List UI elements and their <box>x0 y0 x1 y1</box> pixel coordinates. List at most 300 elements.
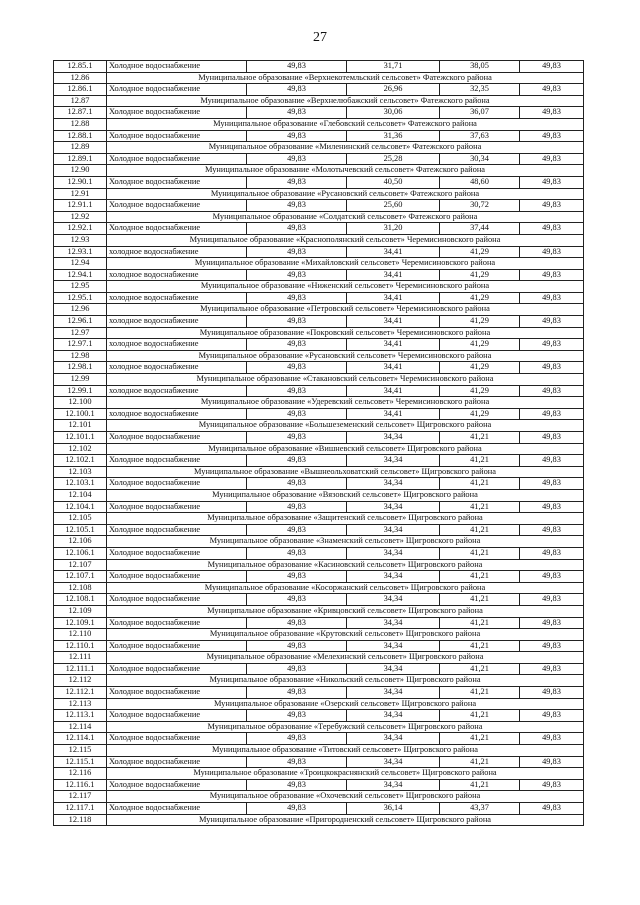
municipality-header-row <box>54 443 584 455</box>
service-name: Холодное водоснабжение <box>107 710 247 722</box>
service-name: Холодное водоснабжение <box>107 779 247 791</box>
tariff-value-2: 31,36 <box>347 130 440 142</box>
row-number: 12.114.1 <box>54 733 107 745</box>
table-row <box>54 524 584 536</box>
tariff-value-3: 37,44 <box>440 223 520 235</box>
service-name: Холодное водоснабжение <box>107 223 247 235</box>
row-number: 12.112 <box>54 675 107 687</box>
tariff-value-3: 41,21 <box>440 432 520 444</box>
tariff-value-4: 49,83 <box>520 408 584 420</box>
municipality-header-row <box>54 721 584 733</box>
row-number: 12.98 <box>54 350 107 362</box>
tariff-value-4: 49,83 <box>520 594 584 606</box>
service-name: Холодное водоснабжение <box>107 200 247 212</box>
tariff-value-3: 41,21 <box>440 756 520 768</box>
municipality-header-row <box>54 304 584 316</box>
row-number: 12.90 <box>54 165 107 177</box>
row-number: 12.110.1 <box>54 640 107 652</box>
row-number: 12.89.1 <box>54 153 107 165</box>
tariff-value-3: 41,29 <box>440 316 520 328</box>
row-number: 12.114 <box>54 721 107 733</box>
tariff-value-1: 49,83 <box>247 362 347 374</box>
row-number: 12.107.1 <box>54 571 107 583</box>
tariff-value-1: 49,83 <box>247 223 347 235</box>
tariff-value-2: 31,20 <box>347 223 440 235</box>
tariff-value-1: 49,83 <box>247 687 347 699</box>
municipality-header-row <box>54 536 584 548</box>
municipality-header-row <box>54 72 584 84</box>
tariff-value-1: 49,83 <box>247 547 347 559</box>
row-number: 12.111 <box>54 652 107 664</box>
tariff-value-1: 49,83 <box>247 269 347 281</box>
tariff-value-4: 49,83 <box>520 756 584 768</box>
municipality-name: Муниципальное образование «Знаменский сельсовет» Щигровского района <box>107 536 584 548</box>
table-row <box>54 269 584 281</box>
municipality-name: Муниципальное образование «Вишневский сельсовет» Щигровского района <box>107 443 584 455</box>
row-number: 12.109 <box>54 605 107 617</box>
row-number: 12.97 <box>54 327 107 339</box>
tariff-value-4: 49,83 <box>520 84 584 96</box>
row-number: 12.101.1 <box>54 432 107 444</box>
tariff-value-3: 41,21 <box>440 733 520 745</box>
row-number: 12.105.1 <box>54 524 107 536</box>
tariff-value-3: 41,21 <box>440 594 520 606</box>
row-number: 12.86 <box>54 72 107 84</box>
tariff-value-2: 34,34 <box>347 455 440 467</box>
municipality-header-row <box>54 698 584 710</box>
row-number: 12.94 <box>54 258 107 270</box>
tariff-value-1: 49,83 <box>247 640 347 652</box>
municipality-name: Муниципальное образование «Петровский сельсовет» Черемисиновского района <box>107 304 584 316</box>
municipality-name: Муниципальное образование «Миленинский сельсовет» Фатежского района <box>107 142 584 154</box>
tariff-value-4: 49,83 <box>520 571 584 583</box>
tariff-value-1: 49,83 <box>247 107 347 119</box>
row-number: 12.88 <box>54 118 107 130</box>
row-number: 12.87 <box>54 95 107 107</box>
municipality-name: Муниципальное образование «Вязовский сельсовет» Щигровского района <box>107 489 584 501</box>
table-row <box>54 153 584 165</box>
table-row <box>54 246 584 258</box>
municipality-name: Муниципальное образование «Вышнеольховатский сельсовет» Щигровского района <box>107 466 584 478</box>
tariff-value-1: 49,83 <box>247 779 347 791</box>
row-number: 12.92.1 <box>54 223 107 235</box>
tariff-value-2: 34,34 <box>347 640 440 652</box>
service-name: Холодное водоснабжение <box>107 803 247 815</box>
row-number: 12.108 <box>54 582 107 594</box>
tariff-value-4: 49,83 <box>520 547 584 559</box>
row-number: 12.92 <box>54 211 107 223</box>
tariff-value-2: 34,34 <box>347 779 440 791</box>
municipality-header-row <box>54 281 584 293</box>
tariff-value-1: 49,83 <box>247 710 347 722</box>
row-number: 12.108.1 <box>54 594 107 606</box>
municipality-header-row <box>54 234 584 246</box>
row-number: 12.91 <box>54 188 107 200</box>
tariff-value-3: 41,21 <box>440 663 520 675</box>
row-number: 12.95 <box>54 281 107 293</box>
table-row <box>54 408 584 420</box>
service-name: холодное водоснабжение <box>107 339 247 351</box>
tariff-value-2: 25,60 <box>347 200 440 212</box>
tariff-value-3: 41,21 <box>440 571 520 583</box>
table-row <box>54 316 584 328</box>
tariff-value-1: 49,83 <box>247 246 347 258</box>
row-number: 12.85.1 <box>54 61 107 73</box>
tariff-value-3: 41,29 <box>440 292 520 304</box>
tariff-value-3: 41,21 <box>440 524 520 536</box>
tariff-value-3: 41,21 <box>440 640 520 652</box>
row-number: 12.115.1 <box>54 756 107 768</box>
municipality-name: Муниципальное образование «Удеревский сельсовет» Черемисиновского района <box>107 397 584 409</box>
table-row <box>54 130 584 142</box>
service-name: Холодное водоснабжение <box>107 663 247 675</box>
table-row <box>54 640 584 652</box>
municipality-name: Муниципальное образование «Пригородненский сельсовет» Щигровского района <box>107 814 584 826</box>
municipality-header-row <box>54 675 584 687</box>
municipality-name: Муниципальное образование «Титовский сельсовет» Щигровского района <box>107 745 584 757</box>
tariff-value-4: 49,83 <box>520 455 584 467</box>
service-name: Холодное водоснабжение <box>107 547 247 559</box>
tariff-value-2: 36,14 <box>347 803 440 815</box>
municipality-header-row <box>54 791 584 803</box>
tariff-value-4: 49,83 <box>520 107 584 119</box>
municipality-name: Муниципальное образование «Крутовский сельсовет» Щигровского района <box>107 629 584 641</box>
service-name: Холодное водоснабжение <box>107 617 247 629</box>
tariff-value-3: 41,29 <box>440 385 520 397</box>
row-number: 12.104 <box>54 489 107 501</box>
municipality-header-row <box>54 768 584 780</box>
table-row <box>54 594 584 606</box>
tariff-value-2: 26,96 <box>347 84 440 96</box>
municipality-name: Муниципальное образование «Троицкокраснянский сельсовет» Щигровского района <box>107 768 584 780</box>
service-name: Холодное водоснабжение <box>107 594 247 606</box>
table-row <box>54 292 584 304</box>
row-number: 12.112.1 <box>54 687 107 699</box>
row-number: 12.96.1 <box>54 316 107 328</box>
row-number: 12.90.1 <box>54 176 107 188</box>
municipality-name: Муниципальное образование «Никольский сельсовет» Щигровского района <box>107 675 584 687</box>
municipality-name: Муниципальное образование «Стакановский сельсовет» Черемисиновского района <box>107 374 584 386</box>
row-number: 12.101 <box>54 420 107 432</box>
municipality-name: Муниципальное образование «Озерский сельсовет» Щигровского района <box>107 698 584 710</box>
tariff-value-1: 49,83 <box>247 478 347 490</box>
tariff-value-4: 49,83 <box>520 292 584 304</box>
tariff-value-3: 41,29 <box>440 246 520 258</box>
service-name: Холодное водоснабжение <box>107 107 247 119</box>
page-number: 27 <box>313 30 327 45</box>
service-name: Холодное водоснабжение <box>107 640 247 652</box>
tariff-value-2: 34,34 <box>347 501 440 513</box>
tariff-value-2: 34,41 <box>347 292 440 304</box>
table-row <box>54 779 584 791</box>
tariff-value-3: 41,21 <box>440 710 520 722</box>
tariff-value-2: 34,34 <box>347 733 440 745</box>
tariff-value-3: 41,29 <box>440 269 520 281</box>
tariff-value-4: 49,83 <box>520 733 584 745</box>
row-number: 12.94.1 <box>54 269 107 281</box>
service-name: Холодное водоснабжение <box>107 84 247 96</box>
municipality-name: Муниципальное образование «Ниженский сельсовет» Черемисиновского района <box>107 281 584 293</box>
municipality-header-row <box>54 489 584 501</box>
table-row <box>54 663 584 675</box>
table-row <box>54 200 584 212</box>
municipality-name: Муниципальное образование «Косоржанский сельсовет» Щигровского района <box>107 582 584 594</box>
service-name: Холодное водоснабжение <box>107 176 247 188</box>
municipality-name: Муниципальное образование «Теребужский сельсовет» Щигровского района <box>107 721 584 733</box>
tariff-value-1: 49,83 <box>247 756 347 768</box>
tariff-value-1: 49,83 <box>247 200 347 212</box>
row-number: 12.117 <box>54 791 107 803</box>
service-name: Холодное водоснабжение <box>107 756 247 768</box>
tariff-value-3: 41,21 <box>440 779 520 791</box>
tariff-value-3: 41,21 <box>440 455 520 467</box>
municipality-header-row <box>54 95 584 107</box>
tariff-value-2: 34,41 <box>347 246 440 258</box>
table-row <box>54 176 584 188</box>
tariff-value-3: 41,21 <box>440 478 520 490</box>
municipality-header-row <box>54 397 584 409</box>
municipality-header-row <box>54 374 584 386</box>
tariff-value-3: 30,72 <box>440 200 520 212</box>
row-number: 12.99.1 <box>54 385 107 397</box>
municipality-name: Муниципальное образование «Верхнелюбажский сельсовет» Фатежского района <box>107 95 584 107</box>
row-number: 12.106.1 <box>54 547 107 559</box>
tariff-value-2: 34,34 <box>347 571 440 583</box>
row-number: 12.95.1 <box>54 292 107 304</box>
municipality-header-row <box>54 211 584 223</box>
municipality-name: Муниципальное образование «Солдатский сельсовет» Фатежского района <box>107 211 584 223</box>
row-number: 12.104.1 <box>54 501 107 513</box>
municipality-header-row <box>54 814 584 826</box>
row-number: 12.103 <box>54 466 107 478</box>
table-row <box>54 432 584 444</box>
municipality-header-row <box>54 258 584 270</box>
tariff-value-3: 48,60 <box>440 176 520 188</box>
service-name: Холодное водоснабжение <box>107 61 247 73</box>
service-name: Холодное водоснабжение <box>107 687 247 699</box>
municipality-header-row <box>54 629 584 641</box>
table-row <box>54 455 584 467</box>
tariff-value-2: 25,28 <box>347 153 440 165</box>
tariff-value-3: 41,29 <box>440 408 520 420</box>
tariff-value-3: 41,29 <box>440 339 520 351</box>
tariff-value-1: 49,83 <box>247 617 347 629</box>
service-name: Холодное водоснабжение <box>107 455 247 467</box>
tariff-value-2: 34,34 <box>347 524 440 536</box>
row-number: 12.100.1 <box>54 408 107 420</box>
tariff-value-2: 34,34 <box>347 478 440 490</box>
tariff-value-4: 49,83 <box>520 501 584 513</box>
row-number: 12.116.1 <box>54 779 107 791</box>
tariff-value-2: 34,41 <box>347 385 440 397</box>
table-row <box>54 61 584 73</box>
tariff-value-2: 34,34 <box>347 594 440 606</box>
tariff-value-4: 49,83 <box>520 524 584 536</box>
tariff-value-1: 49,83 <box>247 176 347 188</box>
row-number: 12.110 <box>54 629 107 641</box>
row-number: 12.102.1 <box>54 455 107 467</box>
tariff-value-3: 37,63 <box>440 130 520 142</box>
tariff-value-4: 49,83 <box>520 339 584 351</box>
row-number: 12.106 <box>54 536 107 548</box>
tariff-value-3: 41,21 <box>440 501 520 513</box>
municipality-header-row <box>54 350 584 362</box>
row-number: 12.100 <box>54 397 107 409</box>
tariff-value-4: 49,83 <box>520 432 584 444</box>
tariff-value-1: 49,83 <box>247 292 347 304</box>
municipality-name: Муниципальное образование «Верхнекотемльский сельсовет» Фатежского района <box>107 72 584 84</box>
tariff-value-3: 36,07 <box>440 107 520 119</box>
row-number: 12.102 <box>54 443 107 455</box>
municipality-name: Муниципальное образование «Касиновский сельсовет» Щигровского района <box>107 559 584 571</box>
municipality-header-row <box>54 466 584 478</box>
row-number: 12.113 <box>54 698 107 710</box>
table-row <box>54 756 584 768</box>
municipality-header-row <box>54 513 584 525</box>
tariff-value-2: 34,41 <box>347 269 440 281</box>
service-name: Холодное водоснабжение <box>107 153 247 165</box>
tariff-value-2: 34,34 <box>347 710 440 722</box>
table-row <box>54 803 584 815</box>
tariff-value-2: 31,71 <box>347 61 440 73</box>
tariff-value-2: 40,50 <box>347 176 440 188</box>
tariff-value-3: 41,21 <box>440 547 520 559</box>
row-number: 12.97.1 <box>54 339 107 351</box>
tariff-table <box>53 60 584 826</box>
tariff-value-1: 49,83 <box>247 733 347 745</box>
tariff-value-3: 41,29 <box>440 362 520 374</box>
table-row <box>54 223 584 235</box>
service-name: холодное водоснабжение <box>107 292 247 304</box>
municipality-header-row <box>54 327 584 339</box>
municipality-header-row <box>54 420 584 432</box>
service-name: холодное водоснабжение <box>107 408 247 420</box>
service-name: Холодное водоснабжение <box>107 733 247 745</box>
service-name: Холодное водоснабжение <box>107 130 247 142</box>
service-name: Холодное водоснабжение <box>107 432 247 444</box>
tariff-value-3: 38,05 <box>440 61 520 73</box>
row-number: 12.117.1 <box>54 803 107 815</box>
tariff-value-4: 49,83 <box>520 200 584 212</box>
table-row <box>54 733 584 745</box>
tariff-value-4: 49,83 <box>520 316 584 328</box>
tariff-value-1: 49,83 <box>247 316 347 328</box>
tariff-value-2: 34,41 <box>347 408 440 420</box>
municipality-name: Муниципальное образование «Кривцовский сельсовет» Щигровского района <box>107 605 584 617</box>
municipality-name: Муниципальное образование «Покровский сельсовет» Черемисиновского района <box>107 327 584 339</box>
municipality-name: Муниципальное образование «Охочевский сельсовет» Щигровского района <box>107 791 584 803</box>
service-name: Холодное водоснабжение <box>107 524 247 536</box>
table-row <box>54 710 584 722</box>
row-number: 12.107 <box>54 559 107 571</box>
tariff-value-4: 49,83 <box>520 385 584 397</box>
table-row <box>54 107 584 119</box>
tariff-value-4: 49,83 <box>520 153 584 165</box>
row-number: 12.98.1 <box>54 362 107 374</box>
service-name: холодное водоснабжение <box>107 246 247 258</box>
table-row <box>54 84 584 96</box>
municipality-name: Муниципальное образование «Краснополянский сельсовет» Черемисиновского района <box>107 234 584 246</box>
tariff-value-3: 30,34 <box>440 153 520 165</box>
tariff-value-4: 49,83 <box>520 246 584 258</box>
municipality-header-row <box>54 605 584 617</box>
table-row <box>54 478 584 490</box>
tariff-value-3: 43,37 <box>440 803 520 815</box>
municipality-header-row <box>54 165 584 177</box>
tariff-value-1: 49,83 <box>247 501 347 513</box>
tariff-value-2: 34,41 <box>347 316 440 328</box>
tariff-value-1: 49,83 <box>247 524 347 536</box>
service-name: холодное водоснабжение <box>107 362 247 374</box>
row-number: 12.118 <box>54 814 107 826</box>
tariff-value-1: 49,83 <box>247 803 347 815</box>
row-number: 12.115 <box>54 745 107 757</box>
tariff-value-3: 32,35 <box>440 84 520 96</box>
tariff-value-1: 49,83 <box>247 594 347 606</box>
tariff-value-1: 49,83 <box>247 432 347 444</box>
table-row <box>54 362 584 374</box>
tariff-value-1: 49,83 <box>247 61 347 73</box>
municipality-header-row <box>54 142 584 154</box>
table-row <box>54 571 584 583</box>
tariff-value-2: 34,34 <box>347 756 440 768</box>
tariff-table-body <box>54 61 584 826</box>
municipality-name: Муниципальное образование «Мелехинский сельсовет» Щигровского района <box>107 652 584 664</box>
row-number: 12.103.1 <box>54 478 107 490</box>
municipality-header-row <box>54 118 584 130</box>
row-number: 12.91.1 <box>54 200 107 212</box>
row-number: 12.113.1 <box>54 710 107 722</box>
tariff-value-1: 49,83 <box>247 663 347 675</box>
tariff-value-4: 49,83 <box>520 663 584 675</box>
row-number: 12.109.1 <box>54 617 107 629</box>
municipality-name: Муниципальное образование «Большеземенский сельсовет» Щигровского района <box>107 420 584 432</box>
tariff-value-4: 49,83 <box>520 362 584 374</box>
tariff-value-2: 34,41 <box>347 362 440 374</box>
table-row <box>54 501 584 513</box>
municipality-header-row <box>54 745 584 757</box>
tariff-value-2: 34,41 <box>347 339 440 351</box>
municipality-header-row <box>54 559 584 571</box>
tariff-value-2: 34,34 <box>347 617 440 629</box>
row-number: 12.93.1 <box>54 246 107 258</box>
tariff-value-4: 49,83 <box>520 617 584 629</box>
row-number: 12.93 <box>54 234 107 246</box>
tariff-value-2: 34,34 <box>347 432 440 444</box>
row-number: 12.99 <box>54 374 107 386</box>
table-row <box>54 547 584 559</box>
service-name: холодное водоснабжение <box>107 385 247 397</box>
tariff-value-4: 49,83 <box>520 710 584 722</box>
tariff-value-4: 49,83 <box>520 223 584 235</box>
municipality-header-row <box>54 652 584 664</box>
municipality-name: Муниципальное образование «Глебовский сельсовет» Фатежского района <box>107 118 584 130</box>
row-number: 12.88.1 <box>54 130 107 142</box>
tariff-value-4: 49,83 <box>520 687 584 699</box>
tariff-value-4: 49,83 <box>520 61 584 73</box>
tariff-value-4: 49,83 <box>520 779 584 791</box>
tariff-value-1: 49,83 <box>247 385 347 397</box>
service-name: Холодное водоснабжение <box>107 571 247 583</box>
tariff-value-3: 41,21 <box>440 617 520 629</box>
tariff-value-1: 49,83 <box>247 571 347 583</box>
tariff-value-1: 49,83 <box>247 153 347 165</box>
tariff-value-3: 41,21 <box>440 687 520 699</box>
row-number: 12.116 <box>54 768 107 780</box>
tariff-value-4: 49,83 <box>520 478 584 490</box>
tariff-value-4: 49,83 <box>520 803 584 815</box>
tariff-value-1: 49,83 <box>247 455 347 467</box>
